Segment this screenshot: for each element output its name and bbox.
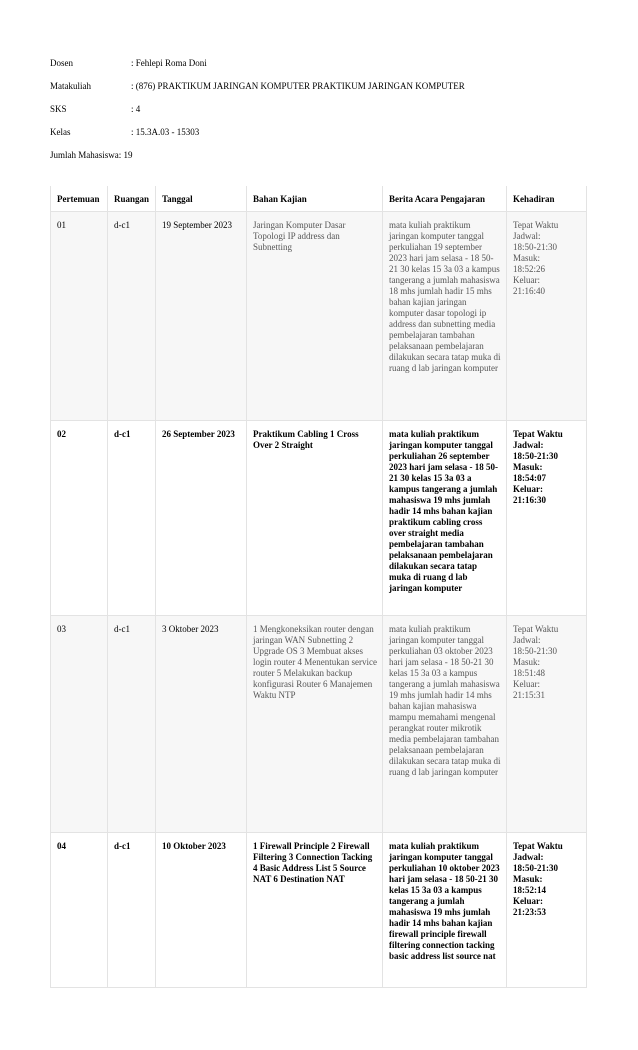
cell-berita-acara: mata kuliah praktikum jaringan komputer tanggal perkuliahan 03 oktober 2023 hari jam selasa - 18 50-21 30 kelas 15 3a 03 a kampus tangerang a jumlah mahasiswa 19 mhs jumlah hadir 14 mhs bahan kajian mahasiswa mampu memahami mengenal perangkat router mikrotik media pembelajaran tambahan pelaksanaan pembelajaran dilakukan secara tatap muka di ruang d lab jaringan komputer: [383, 616, 507, 833]
dosen-value: : Fehlepi Roma Doni: [131, 58, 207, 68]
jumlah-mahasiswa-value: : 19: [118, 150, 133, 160]
col-header-berita-acara: Berita Acara Pengajaran: [383, 186, 507, 212]
table-row: [51, 212, 587, 421]
kelas-row: [50, 127, 610, 138]
matakuliah-label: Matakuliah: [50, 81, 91, 91]
cell-pertemuan: 01: [51, 212, 108, 421]
jumlah-mahasiswa-label: Jumlah Mahasiswa: [50, 150, 119, 160]
cell-ruangan: d-c1: [108, 833, 156, 988]
kelas-value: : 15.3A.03 - 15303: [131, 127, 200, 137]
cell-bahan-kajian: 1 Mengkoneksikan router dengan jaringan WAN Subnetting 2 Upgrade OS 3 Membuat akses login router 4 Menentukan service router 5 Melakukan backup konfigurasi Router 6 Manajemen Waktu NTP: [247, 616, 383, 833]
cell-berita-acara: mata kuliah praktikum jaringan komputer tanggal perkuliahan 10 oktober 2023 hari jam selasa - 18 50-21 30 kelas 15 3a 03 a kampus tangerang a jumlah mahasiswa 19 mhs jumlah hadir 14 mhs bahan kajian firewall principle firewall filtering connection tacking basic address list source nat: [383, 833, 507, 988]
sks-value: : 4: [131, 104, 141, 114]
table-header-row: [51, 186, 587, 212]
table-row: [51, 421, 587, 616]
matakuliah-value: : (876) PRAKTIKUM JARINGAN KOMPUTER PRAKTIKUM JARINGAN KOMPUTER: [131, 81, 465, 91]
sks-row: [50, 104, 610, 115]
attendance-table: [50, 186, 587, 988]
col-header-tanggal: Tanggal: [156, 186, 247, 212]
cell-bahan-kajian: 1 Firewall Principle 2 Firewall Filtering 3 Connection Tacking 4 Basic Address List 5 Source NAT 6 Destination NAT: [247, 833, 383, 988]
table-row: [51, 833, 587, 988]
cell-berita-acara: mata kuliah praktikum jaringan komputer tanggal perkuliahan 26 september 2023 hari jam selasa - 18 50-21 30 kelas 15 3a 03 a kampus tangerang a jumlah mahasiswa 19 mhs jumlah hadir 14 mhs bahan kajian praktikum cabling cross over straight media pembelajaran tambahan pelaksanaan pembelajaran dilakukan secara tatap muka di ruang d lab jaringan komputer: [383, 421, 507, 616]
cell-pertemuan: 02: [51, 421, 108, 616]
dosen-row: [50, 58, 610, 69]
cell-tanggal: 10 Oktober 2023: [156, 833, 247, 988]
cell-pertemuan: 03: [51, 616, 108, 833]
sks-label: SKS: [50, 104, 67, 114]
cell-kehadiran: Tepat Waktu Jadwal: 18:50-21:30 Masuk: 18:51:48 Keluar: 21:15:31: [507, 616, 587, 833]
col-header-ruangan: Ruangan: [108, 186, 156, 212]
cell-berita-acara: mata kuliah praktikum jaringan komputer tanggal perkuliahan 19 september 2023 hari jam selasa - 18 50-21 30 kelas 15 3a 03 a kampus tangerang a jumlah mahasiswa 18 mhs jumlah hadir 15 mhs bahan kajian jaringan komputer dasar topologi ip address dan subnetting media pembelajaran tambahan pelaksanaan pembelajaran dilakukan secara tatap muka di ruang d lab jaringan komputer: [383, 212, 507, 421]
cell-tanggal: 19 September 2023: [156, 212, 247, 421]
cell-pertemuan: 04: [51, 833, 108, 988]
cell-kehadiran: Tepat Waktu Jadwal: 18:50-21:30 Masuk: 18:54:07 Keluar: 21:16:30: [507, 421, 587, 616]
cell-ruangan: d-c1: [108, 616, 156, 833]
col-header-bahan-kajian: Bahan Kajian: [247, 186, 383, 212]
cell-kehadiran: Tepat Waktu Jadwal: 18:50-21:30 Masuk: 18:52:14 Keluar: 21:23:53: [507, 833, 587, 988]
attendance-table-container: [50, 186, 586, 988]
cell-bahan-kajian: Praktikum Cabling 1 Cross Over 2 Straight: [247, 421, 383, 616]
cell-tanggal: 26 September 2023: [156, 421, 247, 616]
dosen-label: Dosen: [50, 58, 73, 68]
matakuliah-row: [50, 81, 610, 92]
table-row: [51, 616, 587, 833]
cell-tanggal: 3 Oktober 2023: [156, 616, 247, 833]
cell-bahan-kajian: Jaringan Komputer Dasar Topologi IP address dan Subnetting: [247, 212, 383, 421]
cell-kehadiran: Tepat Waktu Jadwal: 18:50-21:30 Masuk: 18:52:26 Keluar: 21:16:40: [507, 212, 587, 421]
cell-ruangan: d-c1: [108, 421, 156, 616]
course-info-header: [50, 58, 610, 173]
jumlah-mahasiswa-row: [50, 150, 610, 161]
col-header-pertemuan: Pertemuan: [51, 186, 108, 212]
col-header-kehadiran: Kehadiran: [507, 186, 587, 212]
cell-ruangan: d-c1: [108, 212, 156, 421]
kelas-label: Kelas: [50, 127, 71, 137]
